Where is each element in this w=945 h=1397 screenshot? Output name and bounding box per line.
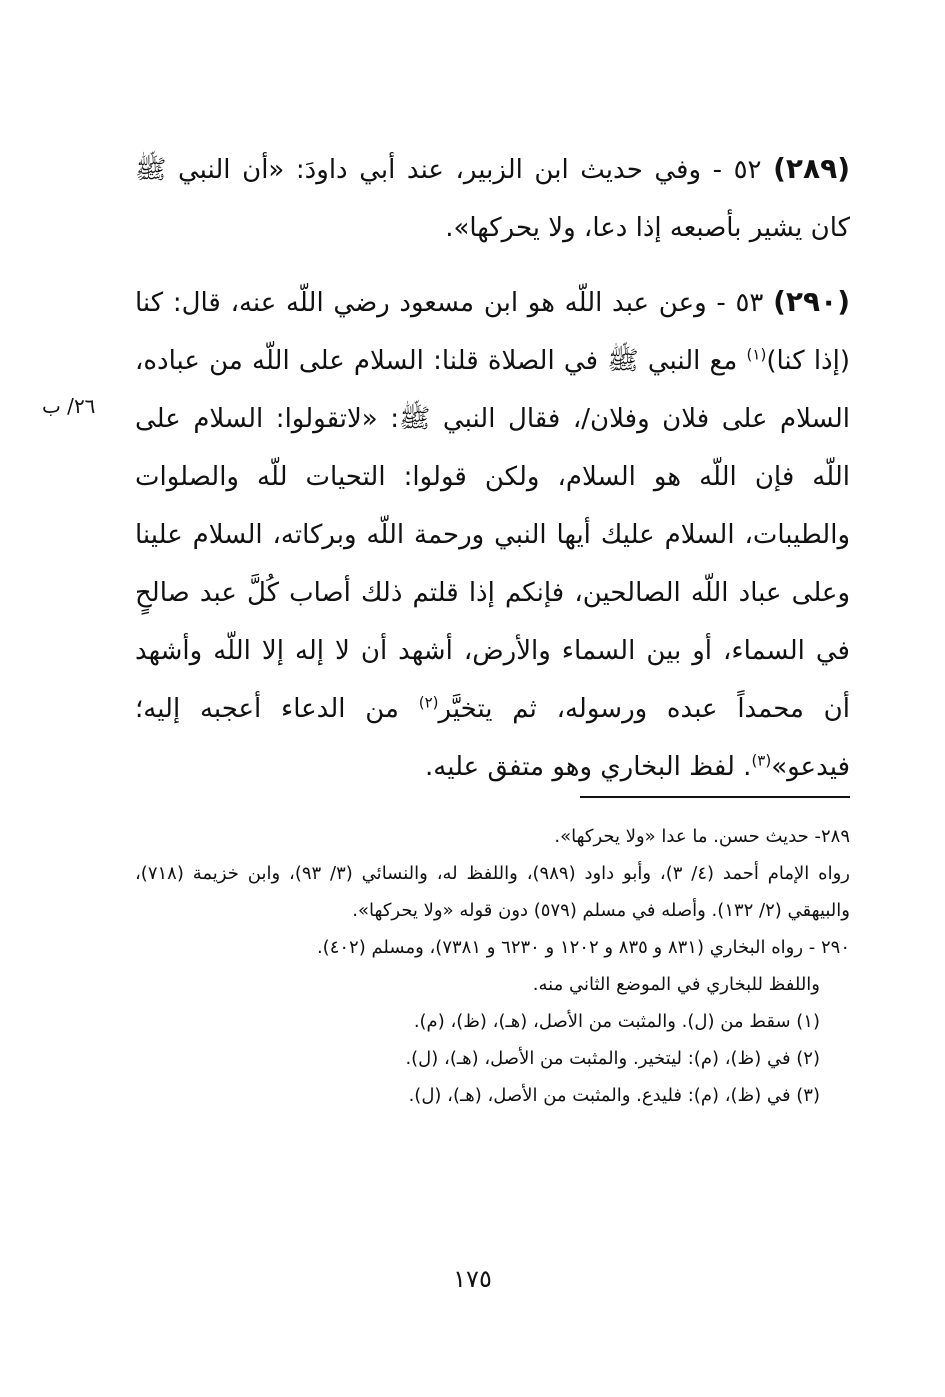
page-number: ١٧٥ [453,1265,492,1293]
footnote-ref-3: (٣) [751,751,772,770]
main-text [135,140,850,796]
hadith-290-text-4: . لفظ البخاري وهو متفق عليه. [425,752,752,782]
footnote-1: (١) سقط من (ل). والمثبت من الأصل، (هـ)، (ظ)، (م). [413,1011,820,1032]
footnote-290-note: واللفظ للبخاري في الموضع الثاني منه. [532,974,820,995]
hadith-290-text-1: ٥٣ - وعن عبد اللّه هو ابن مسعود رضي اللّه عنه، قال: كنا (إذا كنا) [135,288,850,376]
hadith-290-text-3: من الدعاء أعجبه إليه؛ فيدعو» [135,694,850,782]
hadith-290-paragraph [135,273,850,796]
footnote-2: (٢) في (ظ)، (م): ليتخير. والمثبت من الأصل، (هـ)، (ل). [405,1048,820,1069]
footnotes [135,818,850,1114]
footnote-ref-1: (١) [746,345,767,364]
footnote-290-sources: ٢٩٠ - رواه البخاري (٨٣١ و ٨٣٥ و ١٢٠٢ و ٦٢٣٠ و ٧٣٨١)، ومسلم (٤٠٢). [316,937,850,958]
footnote-ref-2: (٢) [418,693,439,712]
footnote-separator [580,796,850,798]
footnote-3: (٣) في (ظ)، (م): فليدع. والمثبت من الأصل، (هـ)، (ل). [408,1085,820,1106]
manuscript-folio-note: ٢٦/ ب [42,394,96,418]
footnote-289-sources: رواه الإمام أحمد (٤/ ٣)، وأبو داود (٩٨٩)، واللفظ له، والنسائي (٣/ ٩٣)، وابن خزيمة (٧١٨)، والبيهقي (٢/ ١٣٢). وأصله في مسلم (٥٧٩) دون قوله «ولا يحركها». [135,863,850,921]
hadith-290-text-2: مع النبي ﷺ في الصلاة قلنا: السلام على اللّه من عباده، السلام على فلان وفلان/، فقال النبي ﷺ: «لاتقولوا: السلام على اللّه فإن اللّه هو السلام، ولكن قولوا: التحيات للّه والصلوات والطيبات، السلام عليك أيها النبي ورحمة اللّه وبركاته، السلام علينا وعلى عباد اللّه الصالحين، فإنكم إذا قلتم ذلك أصاب كُلَّ عبد صالحٍ في السماء، أو بين السماء والأرض، أشهد أن لا إله إلا اللّه وأشهد أن محمداً عبده ورسوله، ثم يتخيَّر [135,346,851,724]
footnote-289-grade: ٢٨٩- حديث حسن. ما عدا «ولا يحركها». [554,826,850,847]
hadith-289-number: (٢٨٩) [773,152,850,185]
hadith-289-text: ٥٢ - وفي حديث ابن الزبير، عند أبي داودَ: «أن النبي ﷺ كان يشير بأصبعه إذا دعا، ولا يحركها». [135,155,850,243]
hadith-290-number: (٢٩٠) [773,285,850,318]
hadith-289-paragraph [135,140,850,257]
